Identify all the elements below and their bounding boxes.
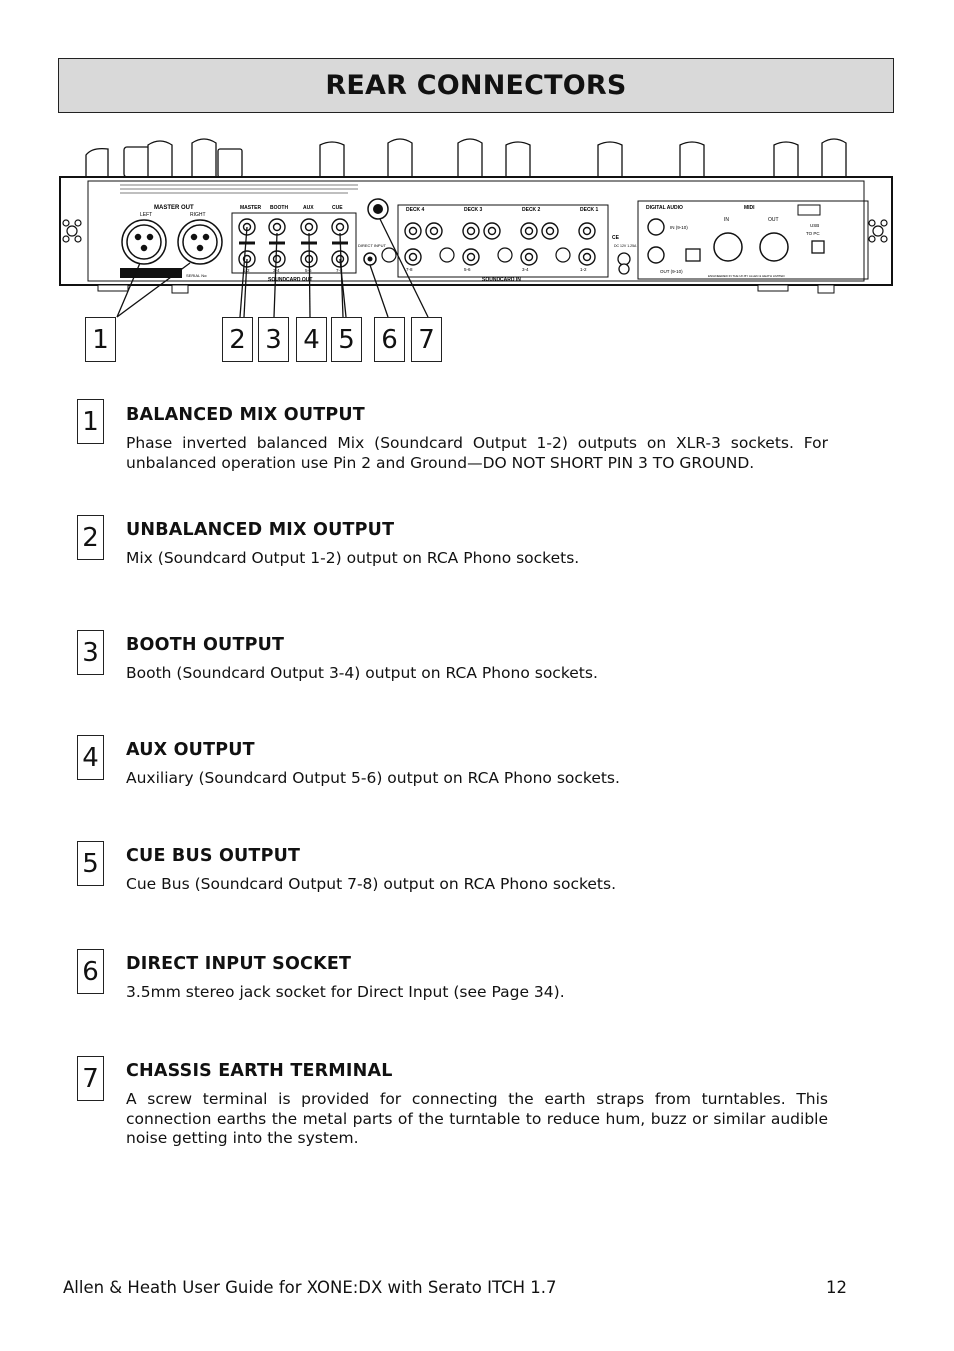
label-usb: USB [810, 223, 820, 228]
label-out-78: 7-8 [336, 268, 343, 273]
item-number-5: 5 [77, 841, 104, 886]
item-direct-input-socket [126, 954, 828, 1003]
digital-out-socket [648, 247, 664, 263]
label-out-56: 5-6 [305, 268, 312, 273]
item-number-6: 6 [77, 949, 104, 994]
callout-1: 1 [85, 317, 116, 362]
item-title: UNBALANCED MIX OUTPUT [126, 520, 395, 540]
label-digital-audio: DIGITAL AUDIO [646, 205, 683, 211]
label-to-pc: TO PC [806, 231, 820, 236]
item-title: CHASSIS EARTH TERMINAL [126, 1061, 393, 1081]
label-in-12: 1-2 [580, 267, 587, 272]
label-in-56: 5-6 [464, 267, 471, 272]
item-number-1: 1 [77, 399, 104, 444]
item-title: AUX OUTPUT [126, 740, 255, 760]
callout-6: 6 [374, 317, 405, 362]
item-balanced-mix-output [126, 405, 828, 473]
label-out-910: OUT (9-10) [660, 269, 683, 274]
callout-5: 5 [331, 317, 362, 362]
item-description: Cue Bus (Soundcard Output 7-8) output on RCA Phono sockets. [126, 875, 617, 893]
callout-3: 3 [258, 317, 289, 362]
label-soundcard-out: SOUNDCARD OUT [268, 277, 313, 283]
page-title: REAR CONNECTORS [325, 70, 627, 101]
footer-document-title: Allen & Heath User Guide for XONE:DX with Serato ITCH 1.7 [63, 1278, 557, 1297]
item-description: 3.5mm stereo jack socket for Direct Input (see Page 34). [126, 983, 565, 1001]
label-midi: MIDI [744, 205, 755, 211]
label-out-34: 3-4 [273, 268, 280, 273]
callout-4: 4 [296, 317, 327, 362]
label-dc: DC 12V 1.25A [614, 244, 637, 248]
label-master-out: MASTER OUT [154, 205, 194, 211]
label-engineered: ENGINEERED IN THE UK BY ALLEN & HEATH LIMITED [708, 274, 785, 278]
item-title: DIRECT INPUT SOCKET [126, 954, 352, 974]
label-deck1: DECK 1 [580, 207, 599, 213]
item-title: CUE BUS OUTPUT [126, 846, 301, 866]
label-aux: AUX [303, 205, 314, 211]
label-midi-in: IN [724, 217, 729, 223]
item-number-2: 2 [77, 515, 104, 560]
label-deck2: DECK 2 [522, 207, 541, 213]
item-booth-output [126, 635, 828, 684]
rear-panel-illustration [58, 135, 896, 365]
label-deck4: DECK 4 [406, 207, 425, 213]
item-description: Phase inverted balanced Mix (Soundcard Output 1-2) outputs on XLR-3 sockets. For unbalanced operation use Pin 2 and Ground—DO NOT SHORT PIN 3 TO GROUND. [126, 434, 828, 472]
item-title: BOOTH OUTPUT [126, 635, 285, 655]
midi-out-socket [760, 233, 788, 261]
item-title: BALANCED MIX OUTPUT [126, 405, 365, 425]
label-in-910: IN (9-10) [670, 225, 688, 230]
item-number-7: 7 [77, 1056, 104, 1101]
label-in-78: 7-8 [406, 267, 413, 272]
item-description: Mix (Soundcard Output 1-2) output on RCA Phono sockets. [126, 549, 580, 567]
label-ce: CE [612, 235, 619, 241]
label-soundcard-in: SOUNDCARD IN [482, 277, 521, 283]
item-description: A screw terminal is provided for connecting the earth straps from turntables. This connection earths the metal parts of the turntable to reduce hum, buzz or similar audible noise getting into the system. [126, 1090, 828, 1147]
label-right: RIGHT [190, 212, 206, 218]
label-out-12: 1-2 [243, 268, 250, 273]
xlr-right-socket [178, 220, 222, 264]
label-master: MASTER [240, 205, 262, 211]
usb-socket [812, 241, 824, 253]
midi-in-socket [714, 233, 742, 261]
item-description: Auxiliary (Soundcard Output 5-6) output on RCA Phono sockets. [126, 769, 620, 787]
item-chassis-earth-terminal [126, 1061, 828, 1149]
label-deck3: DECK 3 [464, 207, 483, 213]
callout-7: 7 [411, 317, 442, 362]
label-direct-input: DIRECT INPUT [358, 243, 386, 248]
label-cue: CUE [332, 205, 343, 211]
label-left: LEFT [140, 212, 153, 218]
item-unbalanced-mix-output [126, 520, 828, 569]
label-midi-out: OUT [768, 217, 779, 223]
optical-socket [686, 249, 700, 261]
item-cue-bus-output [126, 846, 828, 895]
page-title-box [58, 58, 894, 113]
item-description: Booth (Soundcard Output 3-4) output on RCA Phono sockets. [126, 664, 598, 682]
item-number-4: 4 [77, 735, 104, 780]
callout-2: 2 [222, 317, 253, 362]
top-knobs [86, 139, 846, 177]
digital-in-socket [648, 219, 664, 235]
label-booth: BOOTH [270, 205, 289, 211]
dc-power-socket [618, 253, 630, 265]
footer-page-number: 12 [826, 1278, 847, 1297]
xlr-left-socket [122, 220, 166, 264]
item-number-3: 3 [77, 630, 104, 675]
label-serial: SERIAL No: [186, 273, 208, 278]
label-in-34: 3-4 [522, 267, 529, 272]
item-aux-output [126, 740, 828, 789]
